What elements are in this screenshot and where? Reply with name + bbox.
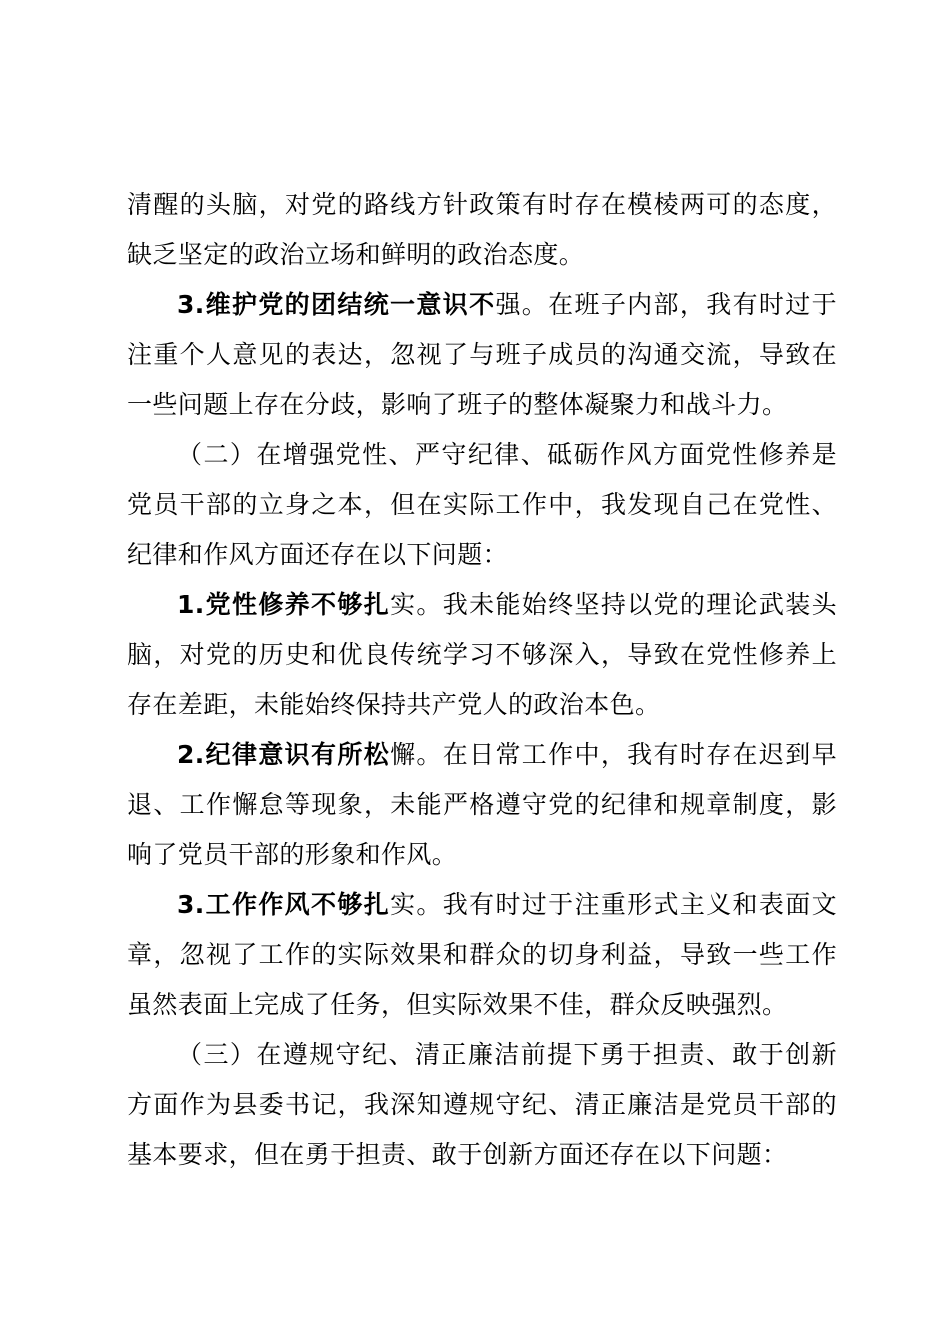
- paragraph-item-party-spirit: [127, 580, 837, 730]
- paragraph-text: 清醒的头脑，对党的路线方针政策有时存在模棱两可的态度，缺乏坚定的政治立场和鲜明的政治态度。: [127, 190, 837, 269]
- section-heading-2: [127, 430, 837, 580]
- paragraph-continuation: [127, 180, 837, 280]
- item-heading: 3.工作作风不够扎: [177, 890, 391, 919]
- paragraph-text: 实。我有时过于注重形式主义和表面文章，忽视了工作的实际效果和群众的切身利益，导致一些工作虽然表面上完成了任务，但实际效果不佳，群众反映强烈。: [127, 890, 837, 1019]
- paragraph-item-discipline: [127, 730, 837, 880]
- paragraph-text: 强。在班子内部，我有时过于注重个人意见的表达，忽视了与班子成员的沟通交流，导致在一些问题上存在分歧，影响了班子的整体凝聚力和战斗力。: [127, 290, 838, 419]
- section-heading-3: [127, 1030, 837, 1180]
- paragraph-text: （三）在遵规守纪、清正廉洁前提下勇于担责、敢于创新方面作为县委书记，我深知遵规守纪、清正廉洁是党员干部的基本要求，但在勇于担责、敢于创新方面还存在以下问题：: [127, 1040, 837, 1169]
- paragraph-item-unity: [127, 280, 837, 430]
- item-heading: 3.维护党的团结统一意识不: [177, 290, 496, 319]
- item-heading: 2.纪律意识有所松: [177, 740, 391, 769]
- paragraph-text: 实。我未能始终坚持以党的理论武装头脑，对党的历史和优良传统学习不够深入，导致在党性修养上存在差距，未能始终保持共产党人的政治本色。: [127, 590, 837, 719]
- document-body: [127, 180, 837, 1180]
- item-heading: 1.党性修养不够扎: [177, 590, 391, 619]
- paragraph-text: 懈。在日常工作中，我有时存在迟到早退、工作懈怠等现象，未能严格遵守党的纪律和规章制度，影响了党员干部的形象和作风。: [127, 740, 837, 869]
- paragraph-item-work-style: [127, 880, 837, 1030]
- paragraph-text: （二）在增强党性、严守纪律、砥砺作风方面党性修养是党员干部的立身之本，但在实际工作中，我发现自己在党性、纪律和作风方面还存在以下问题：: [127, 440, 837, 569]
